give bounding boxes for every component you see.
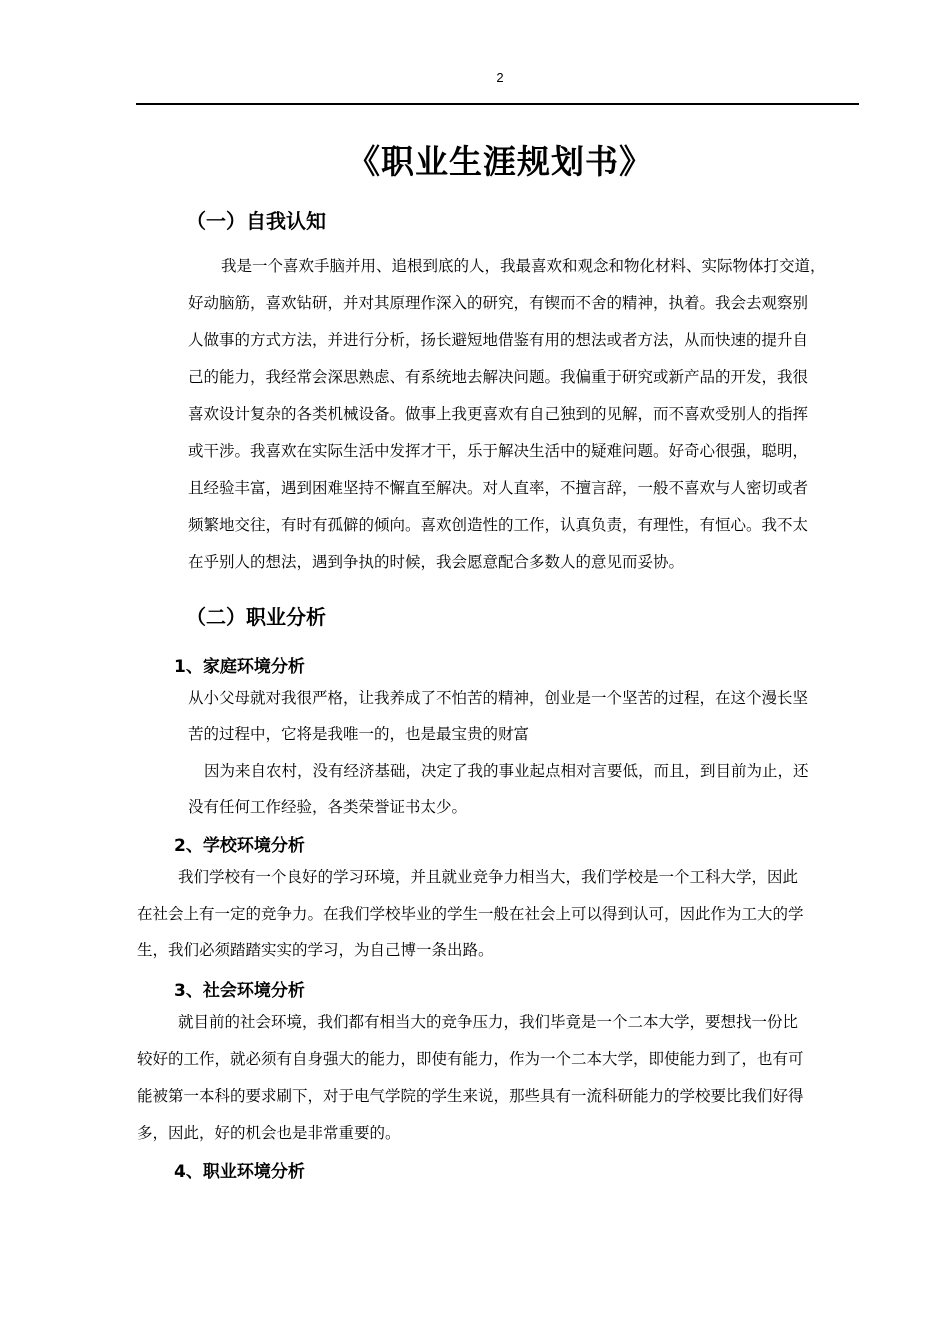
paragraph-line: 在社会上有一定的竞争力。在我们学校毕业的学生一般在社会上可以得到认可，因此作为工大的学 [137, 905, 804, 923]
paragraph-line: 就目前的社会环境，我们都有相当大的竞争压力，我们毕竟是一个二本大学，要想找一份比 [178, 1013, 799, 1031]
subheading-social-environment: 3、社会环境分析 [174, 981, 305, 1001]
paragraph-line: 从小父母就对我很严格，让我养成了不怕苦的精神，创业是一个坚苦的过程，在这个漫长坚 [188, 689, 809, 707]
paragraph-line: 喜欢设计复杂的各类机械设备。做事上我更喜欢有自己独到的见解，而不喜欢受别人的指挥 [188, 405, 809, 423]
paragraph-line: 频繁地交往，有时有孤僻的倾向。喜欢创造性的工作，认真负责，有理性，有恒心。我不太 [188, 516, 809, 534]
paragraph-line: 己的能力，我经常会深思熟虑、有系统地去解决问题。我偏重于研究或新产品的开发，我很 [188, 368, 809, 386]
paragraph-line: 生，我们必须踏踏实实的学习，为自己博一条出路。 [137, 941, 494, 959]
paragraph-line: 多，因此，好的机会也是非常重要的。 [137, 1124, 401, 1142]
subheading-occupational-environment: 4、职业环境分析 [174, 1162, 305, 1182]
paragraph-line: 因为来自农村，没有经济基础，决定了我的事业起点相对言要低，而且，到目前为止，还 [204, 762, 809, 780]
paragraph-line: 且经验丰富，遇到困难坚持不懈直至解决。对人直率，不擅言辞，一般不喜欢与人密切或者 [188, 479, 809, 497]
subheading-family-environment: 1、家庭环境分析 [174, 657, 305, 677]
paragraph-line: 较好的工作，就必须有自身强大的能力，即使有能力，作为一个二本大学，即使能力到了，也有可 [137, 1050, 804, 1068]
paragraph-line: 我们学校有一个良好的学习环境，并且就业竞争力相当大，我们学校是一个工科大学，因此 [178, 868, 799, 886]
paragraph-line: 或干涉。我喜欢在实际生活中发挥才干，乐于解决生活中的疑难问题。好奇心很强，聪明， [188, 442, 809, 460]
paragraph-line: 没有任何工作经验，各类荣誉证书太少。 [188, 798, 468, 816]
paragraph-line: 在乎别人的想法，遇到争执的时候，我会愿意配合多数人的意见而妥协。 [188, 553, 685, 571]
page-number: 2 [496, 70, 504, 85]
paragraph-line: 我是一个喜欢手脑并用、追根到底的人，我最喜欢和观念和物化材料、实际物体打交道， [221, 257, 826, 275]
paragraph-line: 人做事的方式方法，并进行分析，扬长避短地借鉴有用的想法或者方法，从而快速的提升自 [188, 331, 809, 349]
document-title: 《职业生涯规划书》 [347, 142, 653, 181]
header-rule [136, 103, 859, 105]
paragraph-line: 苦的过程中，它将是我唯一的，也是最宝贵的财富 [188, 725, 530, 743]
section-heading-self-awareness: （一）自我认知 [186, 209, 326, 233]
subheading-school-environment: 2、学校环境分析 [174, 836, 305, 856]
paragraph-line: 好动脑筋，喜欢钻研，并对其原理作深入的研究，有锲而不舍的精神，执着。我会去观察别 [188, 294, 809, 312]
section-heading-career-analysis: （二）职业分析 [186, 605, 326, 629]
paragraph-line: 能被第一本科的要求刷下，对于电气学院的学生来说，那些具有一流科研能力的学校要比我们好得 [137, 1087, 804, 1105]
